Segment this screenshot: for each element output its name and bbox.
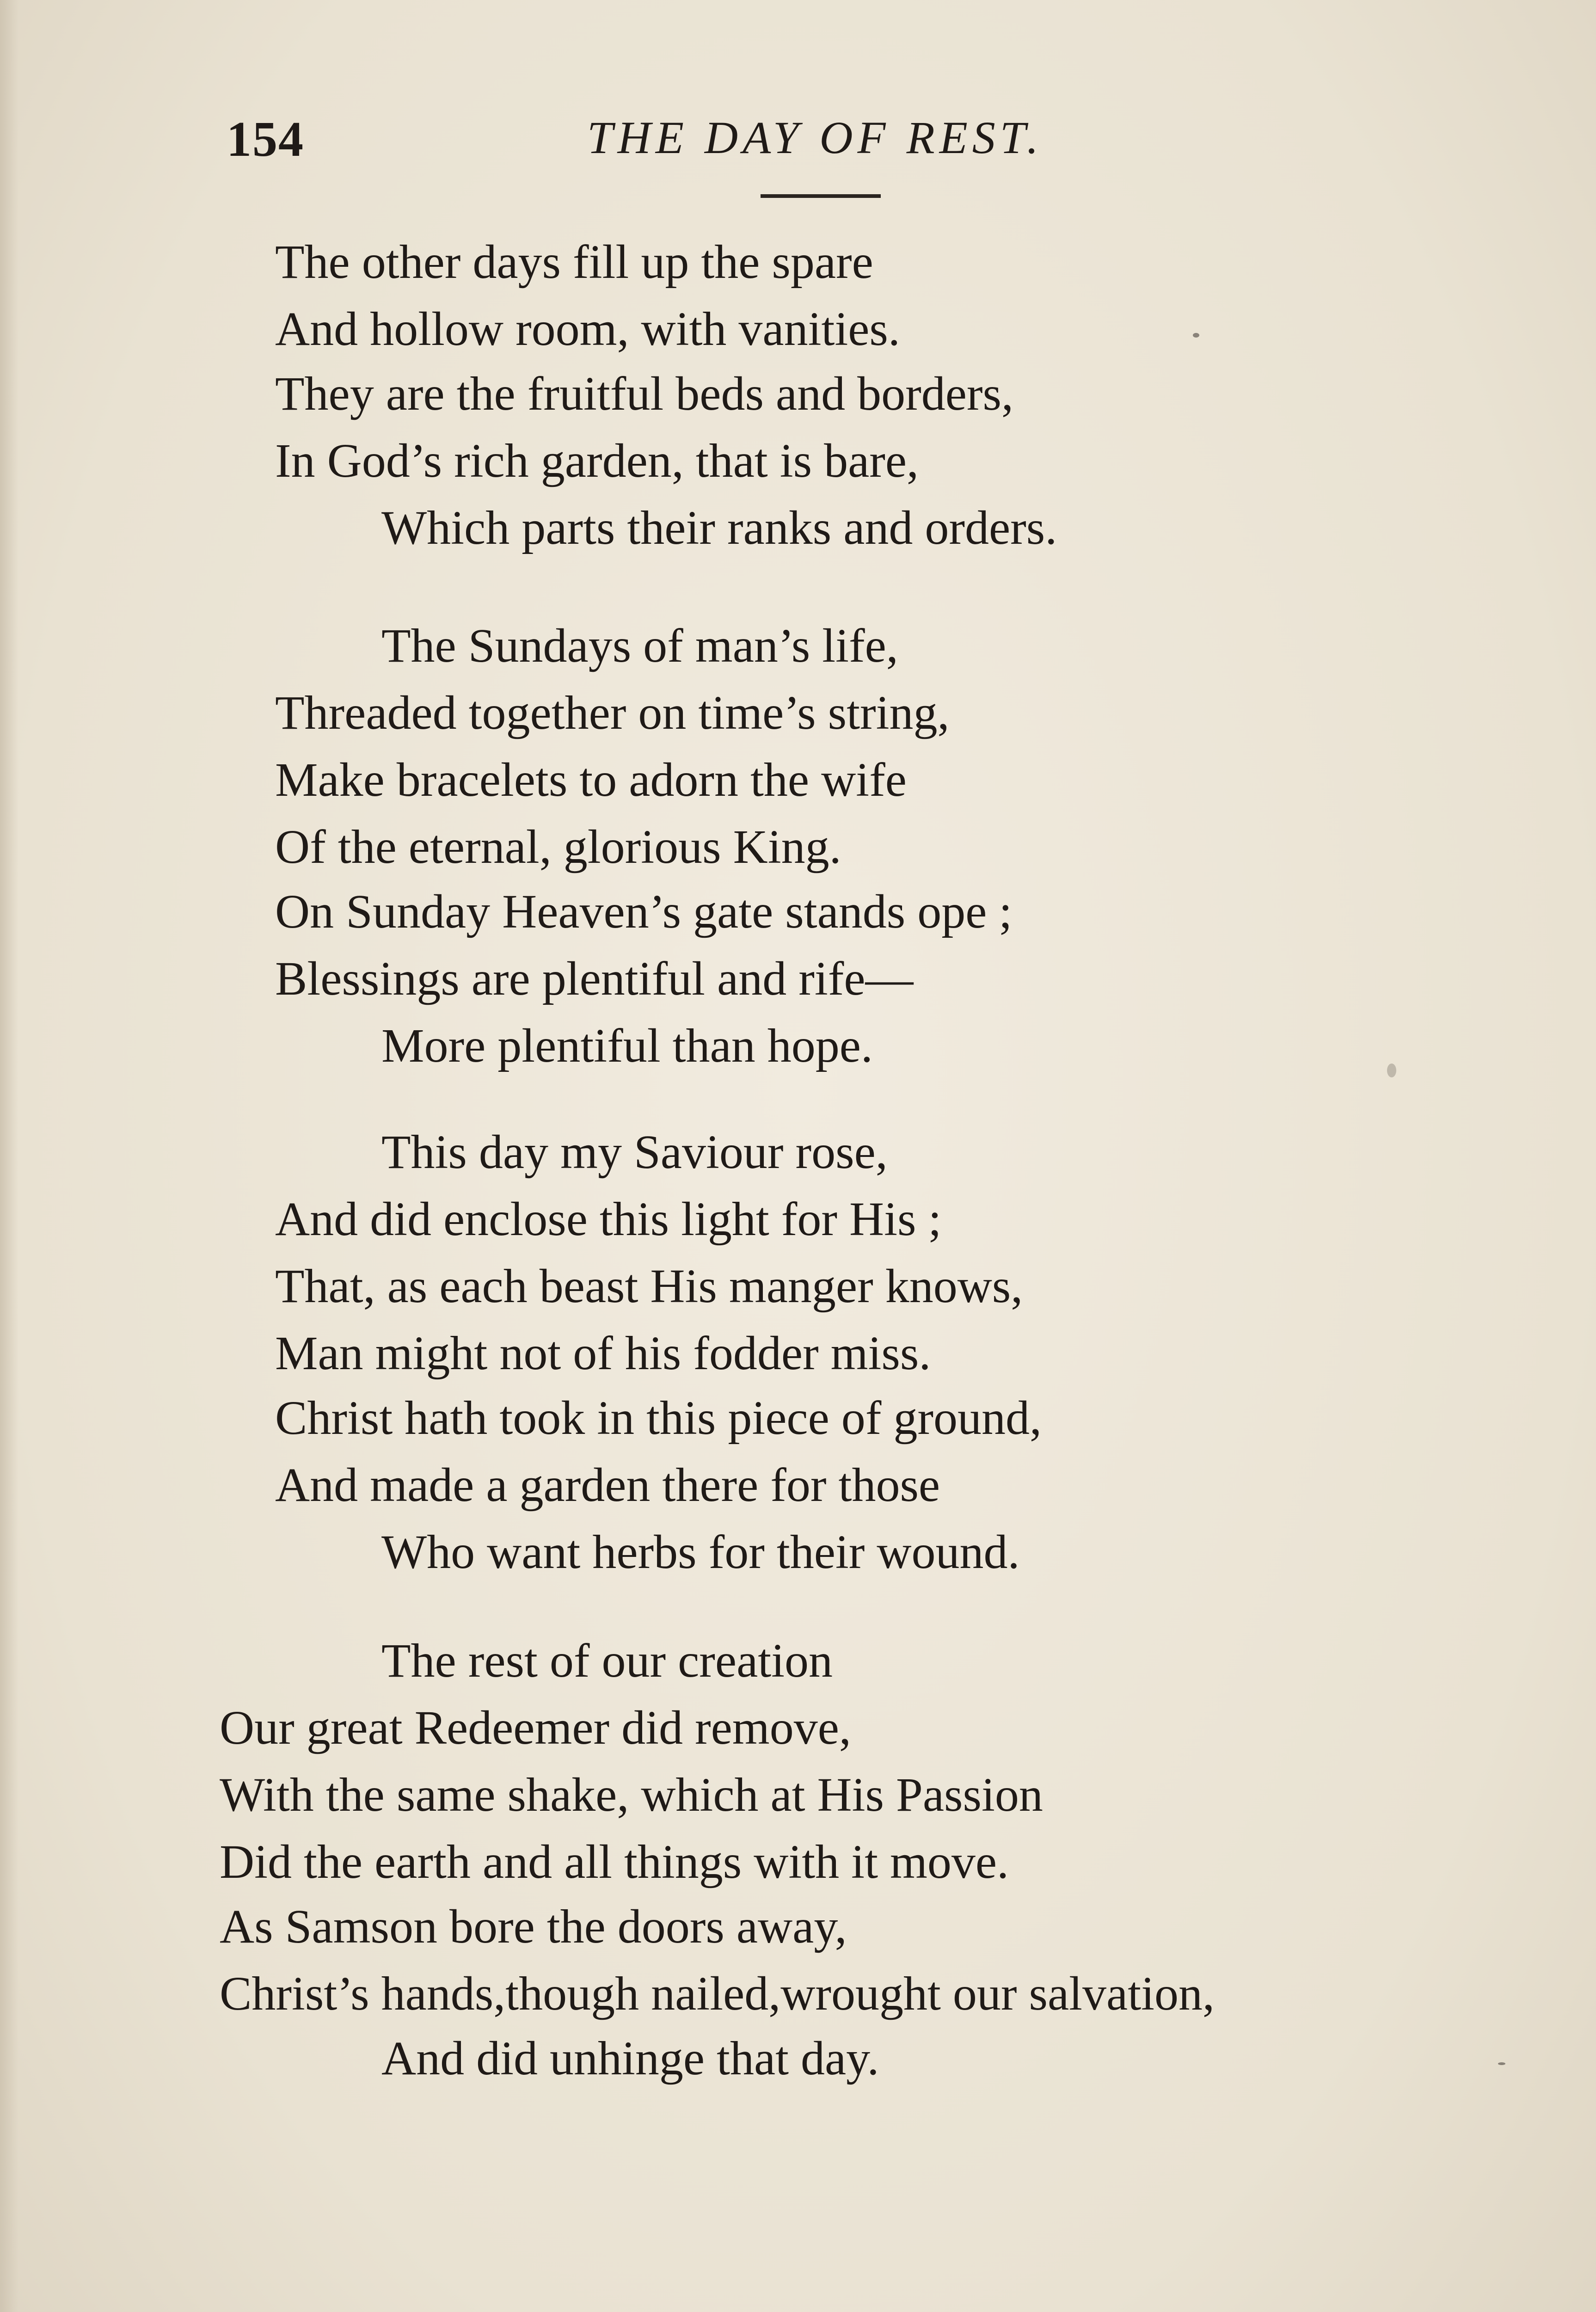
poem-line: As Samson bore the doors away,	[220, 1900, 847, 1953]
poem-line: The Sundays of man’s life,	[381, 619, 898, 672]
page-number: 154	[227, 112, 304, 167]
poem-line: Which parts their ranks and orders.	[381, 501, 1057, 554]
poem-line: More plentiful than hope.	[381, 1019, 873, 1072]
poem-line: Christ’s hands,though nailed,wrought our salvation,	[220, 1967, 1215, 2020]
poem-line: And hollow room, with vanities.	[275, 302, 900, 356]
poem-line: The rest of our creation	[381, 1634, 833, 1687]
poem-line: The other days fill up the spare	[275, 235, 873, 289]
poem-line: Blessings are plentiful and rife—	[275, 952, 914, 1005]
poem-line: Our great Redeemer did remove,	[220, 1701, 851, 1754]
poem-line: Did the earth and all things with it move.	[220, 1835, 1009, 1888]
poem-line: Of the eternal, glorious King.	[275, 820, 841, 873]
poem-line: They are the fruitful beds and borders,	[275, 367, 1013, 420]
poem-line: And did unhinge that day.	[381, 2032, 879, 2085]
poem-line: In God’s rich garden, that is bare,	[275, 434, 919, 487]
poem-line: Who want herbs for their wound.	[381, 1525, 1020, 1579]
poem-line: Christ hath took in this piece of ground,	[275, 1391, 1042, 1445]
paper-speck	[1387, 1064, 1396, 1077]
paper-speck	[1193, 333, 1199, 338]
poem-line: With the same shake, which at His Passion	[220, 1768, 1043, 1821]
poem-line: That, as each beast His manger knows,	[275, 1260, 1023, 1313]
poem-line: Make bracelets to adorn the wife	[275, 753, 907, 806]
paper-speck	[1498, 2062, 1505, 2065]
header-rule	[761, 194, 881, 198]
poem-line: And made a garden there for those	[275, 1458, 940, 1512]
poem-line: And did enclose this light for His ;	[275, 1193, 942, 1246]
running-title: THE DAY OF REST.	[587, 112, 1043, 163]
poem-line: On Sunday Heaven’s gate stands ope ;	[275, 885, 1013, 938]
poem-line: Threaded together on time’s string,	[275, 686, 950, 739]
page-edge-shadow	[0, 0, 18, 2312]
poem-line: This day my Saviour rose,	[381, 1125, 888, 1179]
poem-line: Man might not of his fodder miss.	[275, 1327, 931, 1380]
